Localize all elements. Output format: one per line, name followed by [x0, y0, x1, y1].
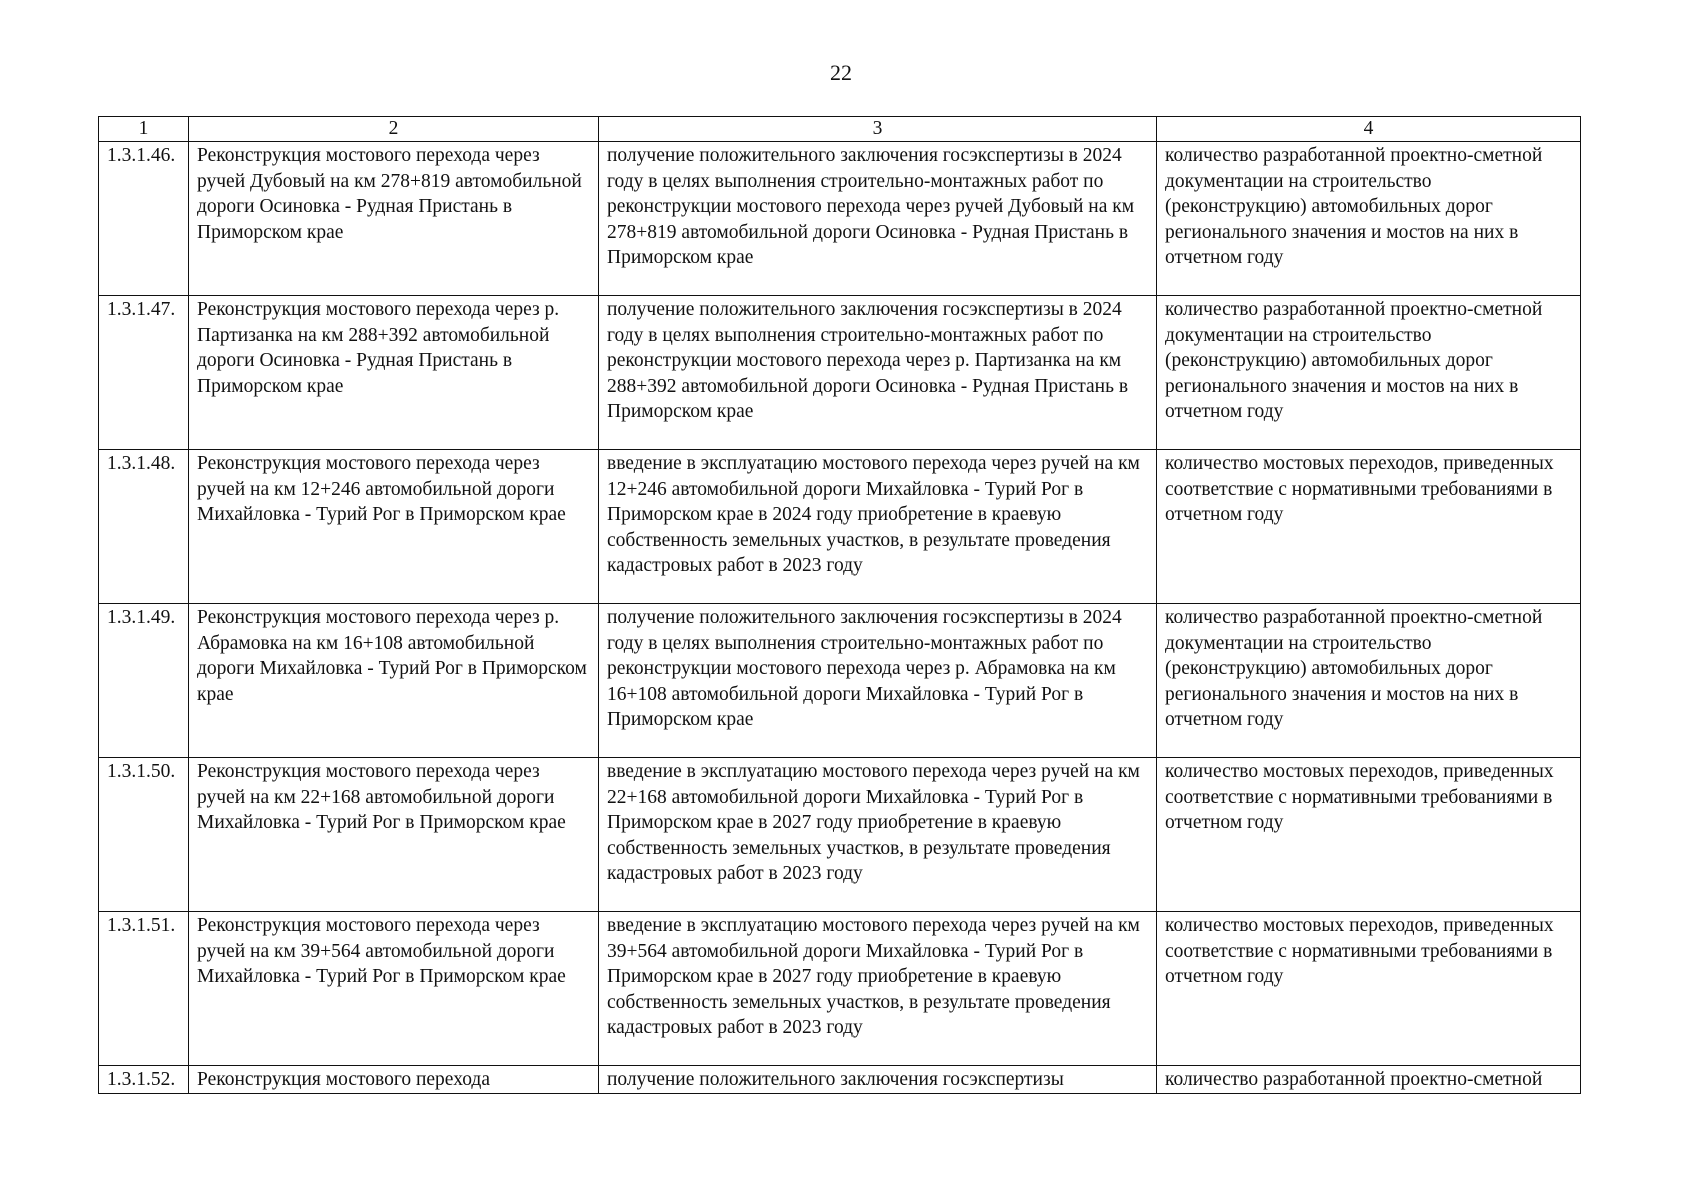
indicator: количество мостовых переходов, приведенных соответствие с нормативными требованиями в отчетном году: [1157, 912, 1581, 1066]
indicator: количество мостовых переходов, приведенных соответствие с нормативными требованиями в отчетном году: [1157, 450, 1581, 604]
page-number: 22: [830, 60, 852, 85]
measure-name: Реконструкция мостового перехода: [189, 1066, 599, 1094]
measure-name: Реконструкция мостового перехода через ручей Дубовый на км 278+819 автомобильной дороги Осиновка - Рудная Пристань в Приморском крае: [189, 142, 599, 296]
row-number: 1.3.1.52.: [99, 1066, 189, 1094]
table-row: [99, 758, 1581, 912]
row-number: 1.3.1.48.: [99, 450, 189, 604]
measures-table: [98, 116, 1581, 1094]
expected-result: введение в эксплуатацию мостового перехода через ручей на км 22+168 автомобильной дороги Михайловка - Турий Рог в Приморском крае в 2027 году приобретение в краевую собственность земельных участков, в результате проведения кадастровых работ в 2023 году: [599, 758, 1157, 912]
expected-result: получение положительного заключения госэкспертизы в 2024 году в целях выполнения строительно-монтажных работ по реконструкции мостового перехода через р. Партизанка на км 288+392 автомобильной дороги Осиновка - Рудная Пристань в Приморском крае: [599, 296, 1157, 450]
measure-name: Реконструкция мостового перехода через р. Абрамовка на км 16+108 автомобильной дороги Михайловка - Турий Рог в Приморском крае: [189, 604, 599, 758]
measure-name: Реконструкция мостового перехода через ручей на км 39+564 автомобильной дороги Михайловка - Турий Рог в Приморском крае: [189, 912, 599, 1066]
expected-result: получение положительного заключения госэкспертизы в 2024 году в целях выполнения строительно-монтажных работ по реконструкции мостового перехода через р. Абрамовка на км 16+108 автомобильной дороги Михайловка - Турий Рог в Приморском крае: [599, 604, 1157, 758]
expected-result: введение в эксплуатацию мостового перехода через ручей на км 12+246 автомобильной дороги Михайловка - Турий Рог в Приморском крае в 2024 году приобретение в краевую собственность земельных участков, в результате проведения кадастровых работ в 2023 году: [599, 450, 1157, 604]
table-row: [99, 912, 1581, 1066]
measure-name: Реконструкция мостового перехода через ручей на км 22+168 автомобильной дороги Михайловка - Турий Рог в Приморском крае: [189, 758, 599, 912]
indicator: количество разработанной проектно-сметной документации на строительство (реконструкцию) автомобильных дорог регионального значения и мостов на них в отчетном году: [1157, 604, 1581, 758]
table-row: [99, 604, 1581, 758]
row-number: 1.3.1.50.: [99, 758, 189, 912]
row-number: 1.3.1.51.: [99, 912, 189, 1066]
table-row: [99, 450, 1581, 604]
expected-result: введение в эксплуатацию мостового перехода через ручей на км 39+564 автомобильной дороги Михайловка - Турий Рог в Приморском крае в 2027 году приобретение в краевую собственность земельных участков, в результате проведения кадастровых работ в 2023 году: [599, 912, 1157, 1066]
table-row: [99, 296, 1581, 450]
table-row: [99, 1066, 1581, 1094]
column-header-2: 2: [189, 117, 599, 142]
expected-result: получение положительного заключения госэкспертизы в 2024 году в целях выполнения строительно-монтажных работ по реконструкции мостового перехода через ручей Дубовый на км 278+819 автомобильной дороги Осиновка - Рудная Пристань в Приморском крае: [599, 142, 1157, 296]
measure-name: Реконструкция мостового перехода через р. Партизанка на км 288+392 автомобильной дороги Осиновка - Рудная Пристань в Приморском крае: [189, 296, 599, 450]
row-number: 1.3.1.49.: [99, 604, 189, 758]
measure-name: Реконструкция мостового перехода через ручей на км 12+246 автомобильной дороги Михайловка - Турий Рог в Приморском крае: [189, 450, 599, 604]
table-row: [99, 142, 1581, 296]
expected-result: получение положительного заключения госэкспертизы: [599, 1066, 1157, 1094]
row-number: 1.3.1.47.: [99, 296, 189, 450]
indicator: количество разработанной проектно-сметной: [1157, 1066, 1581, 1094]
column-header-3: 3: [599, 117, 1157, 142]
header-row: [99, 117, 1581, 142]
indicator: количество разработанной проектно-сметной документации на строительство (реконструкцию) автомобильных дорог регионального значения и мостов на них в отчетном году: [1157, 142, 1581, 296]
column-header-1: 1: [99, 117, 189, 142]
column-header-4: 4: [1157, 117, 1581, 142]
indicator: количество разработанной проектно-сметной документации на строительство (реконструкцию) автомобильных дорог регионального значения и мостов на них в отчетном году: [1157, 296, 1581, 450]
row-number: 1.3.1.46.: [99, 142, 189, 296]
indicator: количество мостовых переходов, приведенных соответствие с нормативными требованиями в отчетном году: [1157, 758, 1581, 912]
